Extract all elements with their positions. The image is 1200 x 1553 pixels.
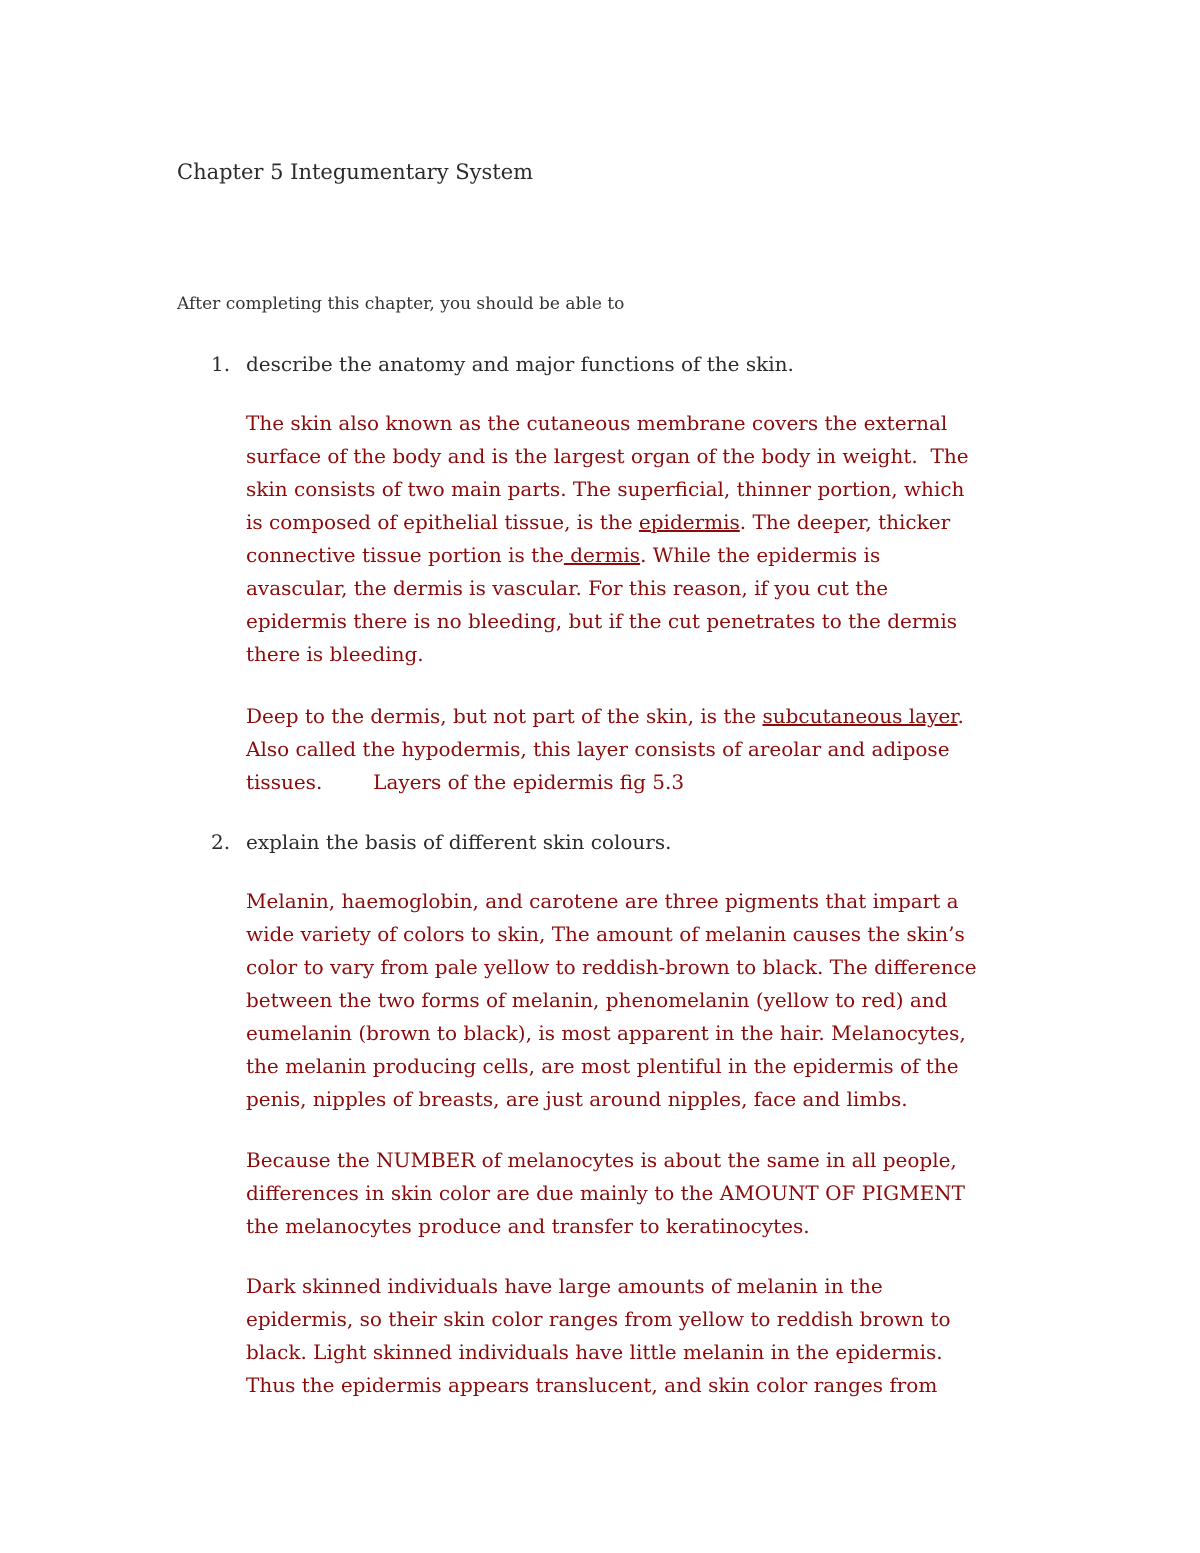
paragraph-line: Also called the hypodermis, this layer consists of areolar and adipose — [246, 737, 950, 761]
paragraph-line: Melanin, haemoglobin, and carotene are three pigments that impart a — [246, 889, 959, 913]
text-run: . — [957, 704, 964, 728]
paragraph-line: the melanin producing cells, are most plentiful in the epidermis of the — [246, 1054, 959, 1078]
objective-1-number: 1. — [211, 352, 231, 376]
answer-paragraph-pigments — [246, 885, 1036, 1116]
answer-paragraph-skin-anatomy — [246, 407, 1036, 671]
text-run: Deep to the dermis, but not part of the skin, is the — [246, 704, 763, 728]
paragraph-line: epidermis, so their skin color ranges from yellow to reddish brown to — [246, 1307, 951, 1331]
paragraph-line: wide variety of colors to skin, The amount of melanin causes the skin’s — [246, 922, 965, 946]
paragraph-line: Dark skinned individuals have large amounts of melanin in the — [246, 1274, 883, 1298]
text-run: . The deeper, thicker — [739, 510, 951, 534]
answer-paragraph-skin-tones — [246, 1270, 1036, 1402]
paragraph-line: The skin also known as the cutaneous membrane covers the external — [246, 411, 948, 435]
paragraph-line: Because the NUMBER of melanocytes is about the same in all people, — [246, 1148, 957, 1172]
text-run: . While the epidermis is — [640, 543, 881, 567]
paragraph-line: there is bleeding. — [246, 642, 424, 666]
objective-2-number: 2. — [211, 830, 231, 854]
answer-paragraph-subcutaneous — [246, 700, 1036, 799]
paragraph-line: penis, nipples of breasts, are just around nipples, face and limbs. — [246, 1087, 908, 1111]
objective-1-text: describe the anatomy and major functions of the skin. — [246, 352, 794, 376]
paragraph-line: between the two forms of melanin, phenomelanin (yellow to red) and — [246, 988, 948, 1012]
objective-2-text: explain the basis of different skin colours. — [246, 830, 672, 854]
text-run: is composed of epithelial tissue, is the — [246, 510, 639, 534]
paragraph-line: differences in skin color are due mainly to the AMOUNT OF PIGMENT — [246, 1181, 966, 1205]
paragraph-line: tissues. Layers of the epidermis fig 5.3 — [246, 770, 685, 794]
paragraph-line — [246, 539, 1036, 572]
paragraph-line: the melanocytes produce and transfer to keratinocytes. — [246, 1214, 810, 1238]
paragraph-line: surface of the body and is the largest organ of the body in weight. The — [246, 444, 969, 468]
paragraph-line: Thus the epidermis appears translucent, and skin color ranges from — [246, 1373, 938, 1397]
paragraph-line: epidermis there is no bleeding, but if the cut penetrates to the dermis — [246, 609, 958, 633]
paragraph-line: black. Light skinned individuals have little melanin in the epidermis. — [246, 1340, 943, 1364]
paragraph-line: color to vary from pale yellow to reddish-brown to black. The difference — [246, 955, 977, 979]
chapter-title: Chapter 5 Integumentary System — [177, 160, 534, 184]
paragraph-line: avascular, the dermis is vascular. For this reason, if you cut the — [246, 576, 889, 600]
answer-paragraph-melanocytes — [246, 1144, 1036, 1243]
underlined-term-epidermis: epidermis — [638, 510, 740, 534]
paragraph-line — [246, 506, 1036, 539]
text-run: connective tissue portion is the — [246, 543, 564, 567]
underlined-term-dermis: dermis — [563, 543, 641, 567]
paragraph-line: skin consists of two main parts. The superficial, thinner portion, which — [246, 477, 965, 501]
intro-text: After completing this chapter, you should be able to — [177, 294, 625, 314]
paragraph-line: eumelanin (brown to black), is most apparent in the hair. Melanocytes, — [246, 1021, 966, 1045]
paragraph-line — [246, 700, 1036, 733]
underlined-term-subcutaneous-layer: subcutaneous layer — [762, 704, 958, 728]
